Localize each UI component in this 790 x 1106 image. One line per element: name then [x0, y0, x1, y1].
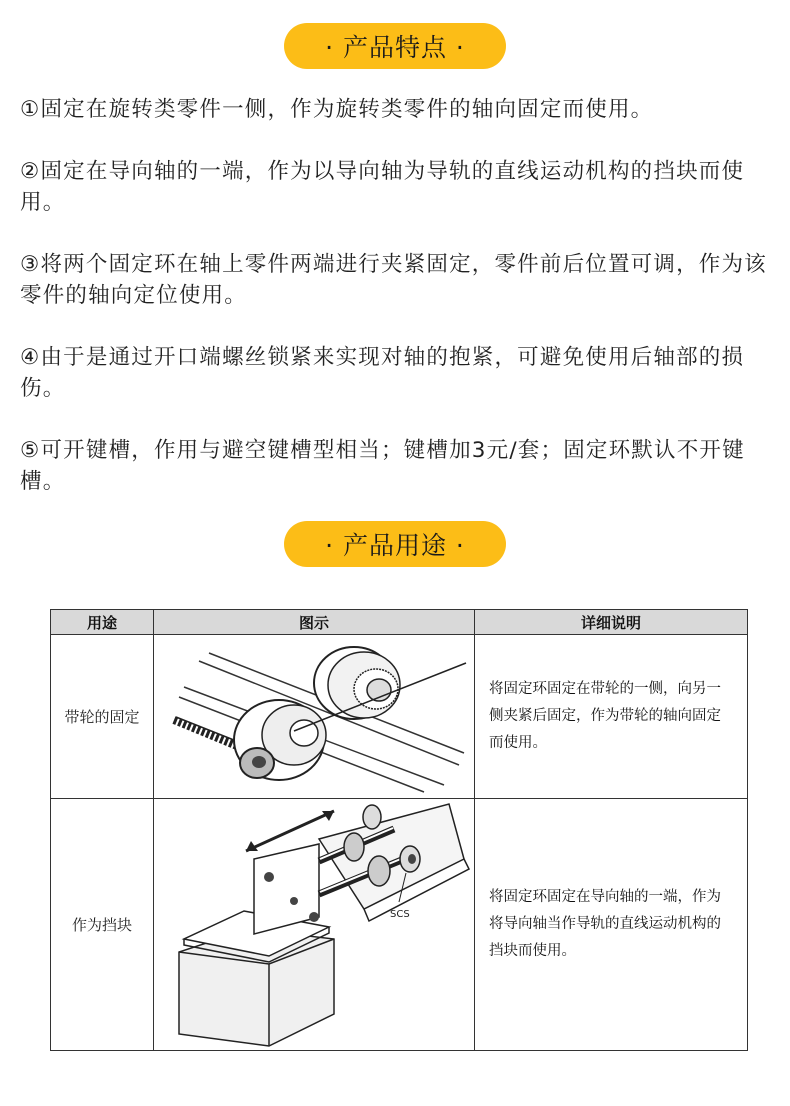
table-row: [51, 799, 748, 1051]
usage-cell: 作为挡块: [51, 799, 154, 1051]
feature-item: ②固定在导向轴的一端，作为以导向轴为导轨的直线运动机构的挡块而使用。: [20, 159, 745, 215]
description-cell: 将固定环固定在带轮的一侧，向另一侧夹紧后固定，作为带轮的轴向固定而使用。: [475, 635, 748, 799]
feature-item: ③将两个固定环在轴上零件两端进行夹紧固定，零件前后位置可调，作为该零件的轴向定位使用。: [20, 252, 767, 308]
feature-item: ④由于是通过开口端螺丝锁紧来实现对轴的抱紧，可避免使用后轴部的损伤。: [20, 345, 745, 401]
usage-table: [50, 609, 748, 1051]
feature-item: ①固定在旋转类零件一侧，作为旋转类零件的轴向固定而使用。: [20, 97, 654, 122]
scs-label: SCS: [390, 909, 410, 920]
usage-cell: 带轮的固定: [51, 635, 154, 799]
header-illustration: 图示: [154, 610, 475, 635]
description-cell: 将固定环固定在导向轴的一端，作为将导向轴当作导轨的直线运动机构的挡块而使用。: [475, 799, 748, 1051]
usage-title: · 产品用途 ·: [284, 521, 506, 567]
header-description: 详细说明: [475, 610, 748, 635]
stopper-illustration-cell: [154, 799, 475, 1051]
features-title: · 产品特点 ·: [284, 23, 506, 69]
feature-item: ⑤可开键槽，作用与避空键槽型相当；键槽加3元/套；固定环默认不开键槽。: [20, 438, 745, 494]
table-row: [51, 635, 748, 799]
header-usage: 用途: [51, 610, 154, 635]
pulley-fixing-illustration: [154, 635, 474, 798]
features-list: [20, 94, 772, 528]
stopper-illustration: [154, 799, 474, 1050]
pulley-illustration-cell: [154, 635, 475, 799]
table-header-row: [51, 610, 748, 635]
